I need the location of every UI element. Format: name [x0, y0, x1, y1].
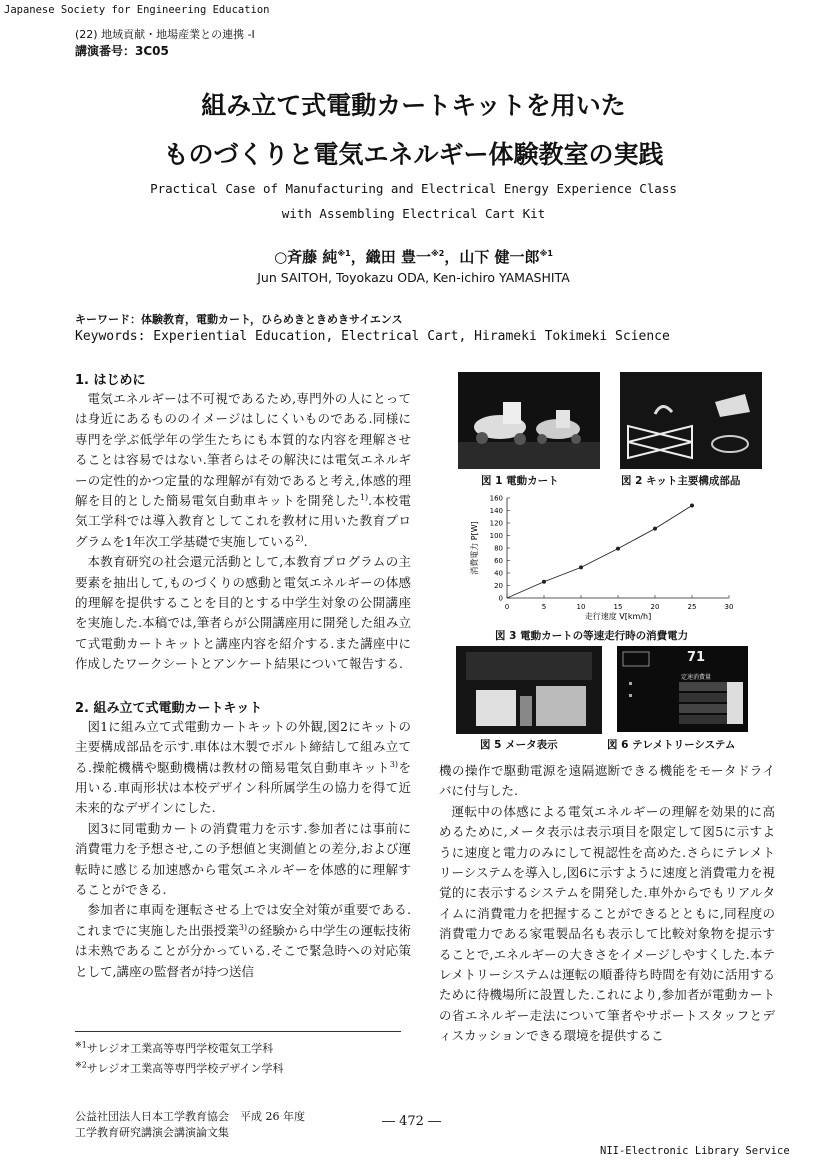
y-tick-label: 0: [498, 594, 503, 603]
section2-heading: 2. 組み立て式電動カートキット: [75, 700, 263, 716]
data-point: [542, 580, 546, 584]
y-tick-label: 120: [489, 519, 503, 528]
title-jp-line1: 組み立て式電動カートキットを用いた: [201, 91, 626, 120]
data-point: [579, 565, 583, 569]
title-jp-line2: ものづくりと電気エネルギー体験教室の実践: [163, 140, 664, 169]
x-tick-label: 10: [576, 603, 586, 611]
y-tick-label: 40: [494, 569, 503, 578]
x-tick-label: 30: [724, 603, 734, 611]
series-line: [507, 506, 692, 599]
keywords-jp: キーワード：体験教育，電動カート，ひらめきときめきサイエンス: [75, 313, 403, 326]
data-point: [616, 547, 620, 551]
section1-paragraph2: 本教育研究の社会還元活動として,本教育プログラムの主要素を抽出して,ものづくりの感動と電気エネルギーの体感的理解を提供することを目的とする中学生対象の公開講座を実施した.本稿では,筆者らが公開講座用に開発した組み立て式電動カートキットと講座内容を紹介する.また講座中に作成したワークシートとアンケート結果について報告する.: [75, 554, 411, 672]
telemetry-speed-value: 71: [687, 650, 706, 665]
footer-proceedings: 工学教育研究講演会講演論文集: [75, 1126, 229, 1139]
x-tick-label: 0: [504, 603, 510, 611]
section1-heading: 1. はじめに: [75, 373, 146, 388]
figure3-caption: 図 3 電動カートの等速走行時の消費電力: [495, 630, 689, 642]
figure1-caption: 図 1 電動カート: [481, 475, 559, 487]
footnote-2: $^{※2}$サレジオ工業高等専門学校デザイン学科: [75, 1060, 284, 1075]
chart-ylabel: 消費電力 P[W]: [470, 521, 479, 575]
section2-paragraph2: 図3に同電動カートの消費電力を示す.参加者には事前に消費電力を予想させ,この予想値と実測値との差分,および運転時に感じる加速感から電気エネルギーを体感的に理解することができる.: [75, 820, 411, 897]
telemetry-title: 定速消費量: [681, 674, 712, 681]
nii-watermark: NII-Electronic Library Service: [600, 1145, 790, 1157]
footnote-1: $^{※1}$サレジオ工業高等専門学校電気工学科: [75, 1040, 274, 1055]
footnote-rule: [75, 1031, 401, 1032]
society-name: Japanese Society for Engineering Education: [4, 4, 270, 16]
lecture-number: 講演番号：3C05: [75, 44, 169, 58]
x-tick-label: 5: [541, 603, 547, 611]
y-tick-label: 60: [494, 557, 503, 565]
y-tick-label: 140: [489, 507, 503, 515]
right-paragraph1: 機の操作で駆動電源を遠隔遮断できる機能をモータドライバに付与した.: [439, 763, 775, 799]
section1-paragraph1: 電気エネルギーは不可視であるため,専門外の人にとっては身近にあるもののイメージはしにくいものである.同様に専門を学ぶ低学年の学生たちにも本質的な内容を理解させることは容易ではない.筆者らはその解決には電気エネルギーの定性的かつ定量的な理解が有効であると考え,体感的理解を目的とした簡易電気自動車キットを開発した$^{1)}$.本校電気工学科では導入教育としてこれを教材に用いた教育プログラムを1年次工学基礎で実施している$^{2)}$.: [75, 391, 411, 549]
chart-ticks: [490, 495, 734, 612]
data-point: [690, 504, 694, 508]
cart-photo-image: [458, 372, 600, 469]
y-tick-label: 80: [494, 544, 503, 553]
meter-photo-image: [456, 646, 602, 734]
right-paragraph2: 運転中の体感による電気エネルギーの理解を効果的に高めるために,メータ表示は表示項目を限定して図5に示すように速度と電力のみにして視認性を高めた.さらにテレメトリーシステムを導入し,図6に示すように速度と消費電力を視覚的に表示するシステムを開発した.車外からでもリアルタイムに消費電力を把握することができるとともに,同程度の消費電力である家電製品名も表示して比較対象物を提示することで,エネルギーの大きさをイメージしやすくした.本テレメトリーシステムは運転の順番待ち時間を有効に活用するために待機場所に設置した.これにより,参加者が電動カートの省エネルギー走法について筆者やサポートスタッフとディスカッションできる環境を提供するこ: [439, 803, 775, 1044]
chart-xlabel: 走行速度 V[km/h]: [584, 612, 652, 621]
page-number: ― 472 ―: [382, 1114, 442, 1129]
section2-paragraph1: 図1に組み立て式電動カートキットの外観,図2にキットの主要構成部品を示す.車体は木製でボルト締結して組み立てる.操舵機構や駆動機構は教材の簡易電気自動車キット$^{3)}$を用いる.車両形状は本校デザイン科所属学生の協力を得て近未来的なデザインにした.: [75, 718, 411, 816]
title-en-line2: with Assembling Electrical Cart Kit: [281, 206, 546, 221]
footer-org: 公益社団法人日本工学教育協会 平成 26 年度: [75, 1110, 305, 1123]
left-column: [75, 369, 411, 982]
figure2-caption: 図 2 キット主要構成部品: [621, 475, 741, 487]
y-tick-label: 160: [489, 494, 503, 503]
x-tick-label: 15: [613, 603, 623, 611]
keywords-en: Keywords: Experiential Education, Electrical Cart, Hirameki Tokimeki Science: [75, 329, 670, 344]
authors-jp: ○斉藤 純$^{※1}$，織田 豊一$^{※2}$，山下 健一郎$^{※1}$: [274, 248, 553, 266]
title-en-line1: Practical Case of Manufacturing and Electrical Energy Experience Class: [150, 181, 677, 196]
chart-series: [507, 504, 694, 599]
figure6-telemetry-screen: [617, 646, 748, 732]
data-point: [653, 527, 657, 531]
figure1-photo: [458, 372, 600, 469]
x-tick-label: 20: [650, 603, 660, 611]
power-chart: [455, 490, 765, 630]
x-tick-label: 25: [687, 603, 697, 611]
section2-paragraph3: 参加者に車両を運転させる上では安全対策が重要である.これまでに実施した出張授業$^{3)}$の経験から中学生の運転技術は未熟であることが分かっている.そこで緊急時への対応策として,講座の監督者が持つ送信: [75, 902, 411, 979]
kit-parts-image: [620, 372, 762, 469]
right-column: [439, 761, 775, 1047]
figure5-photo: [456, 646, 602, 734]
figure6-caption: 図 6 テレメトリーシステム: [607, 739, 736, 751]
authors-en: Jun SAITOH, Toyokazu ODA, Ken-ichiro YAMASHITA: [257, 270, 570, 285]
y-tick-label: 100: [489, 532, 503, 540]
figure2-photo: [620, 372, 762, 469]
figure5-caption: 図 5 メータ表示: [480, 739, 558, 751]
session-label: (22) 地域貢献・地場産業との連携 -I: [75, 28, 255, 41]
telemetry-graphics: [617, 646, 748, 732]
y-tick-label: 20: [494, 582, 503, 590]
